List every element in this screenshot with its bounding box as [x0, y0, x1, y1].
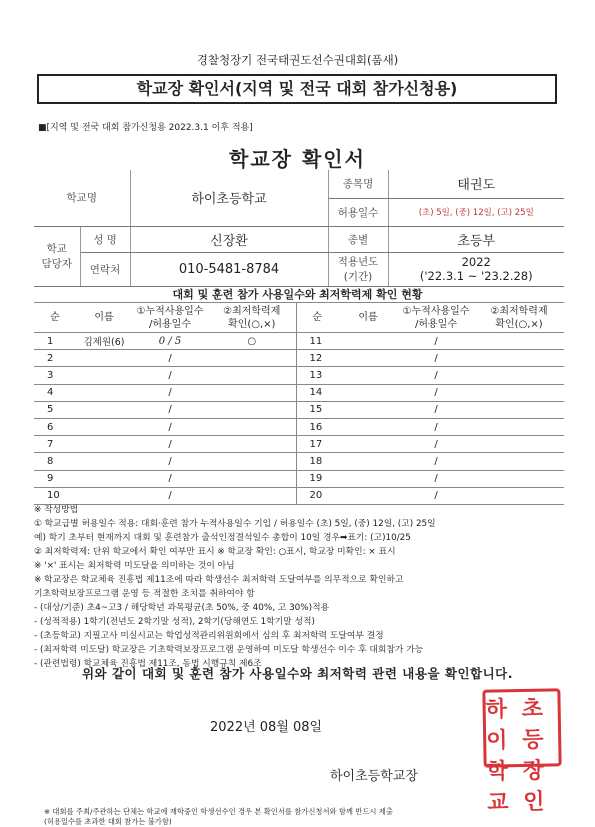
row-days: / — [132, 350, 208, 367]
row-days: / — [398, 436, 474, 453]
info-table — [34, 170, 564, 287]
school-name-label: 학교명 — [34, 170, 130, 226]
contact-label-line1: 학교 — [46, 243, 67, 255]
contact-name-value: 신장환 — [130, 226, 328, 252]
participation-grid — [34, 302, 564, 505]
period-range: ('22.3.1 ~ '23.2.28) — [419, 269, 533, 283]
footnote-line: (허용일수를 초과한 대회 참가는 불가함) — [44, 817, 172, 826]
table-row — [34, 401, 564, 418]
row-name — [338, 453, 398, 470]
col-name-right: 이름 — [338, 303, 398, 333]
table-row — [34, 350, 564, 367]
row-min-check — [208, 470, 296, 487]
col-days-line1: ①누적사용일수 — [136, 305, 204, 317]
row-days: / — [398, 487, 474, 504]
principal-signature-line: 하이초등학교장 — [330, 769, 418, 784]
instruction-line: ※ 학교장은 학교체육 진흥법 제11조에 따라 학생선수 최저학력 도달여부를 의무적으로 확인하고 — [34, 575, 404, 585]
event-label: 종목명 — [328, 170, 388, 198]
row-days: / — [398, 333, 474, 350]
col-min-line2: 확인(○,×) — [228, 318, 276, 330]
row-name — [76, 487, 132, 504]
row-days: / — [398, 418, 474, 435]
col-min-line1: ②최저학력제 — [490, 305, 548, 317]
table-row — [34, 487, 564, 504]
row-number: 6 — [34, 418, 76, 435]
row-days: / — [398, 350, 474, 367]
instructions — [34, 503, 564, 671]
row-name — [338, 470, 398, 487]
period-label-line1: 적용년도 — [337, 256, 379, 268]
footnote — [44, 807, 564, 827]
col-min-line1: ②최저학력제 — [223, 305, 281, 317]
status-section-title: 대회 및 훈련 참가 사용일수와 최저학력제 확인 현황 — [172, 288, 423, 301]
phone-label: 연락처 — [80, 252, 130, 286]
category-label: 종별 — [328, 226, 388, 252]
grid-body — [34, 333, 564, 505]
table-row — [34, 418, 564, 435]
row-number: 2 — [34, 350, 76, 367]
category-value: 초등부 — [388, 226, 564, 252]
row-name — [76, 453, 132, 470]
col-min-line2: 확인(○,×) — [495, 318, 543, 330]
competition-name: 경찰청장기 전국태권도선수권대회(품새) — [196, 53, 399, 67]
page-title: 학교장 확인서 — [229, 147, 366, 171]
instruction-line: - (대상/기준) 초4~고3 / 해당학년 과목평균(초 50%, 중 40%, 고 30%)적용 — [34, 603, 330, 613]
row-days: / — [132, 384, 208, 401]
confirmation-statement: 위와 같이 대회 및 훈련 참가 사용일수와 최저학력 관련 내용을 확인합니다. — [81, 666, 514, 681]
row-number: 8 — [34, 453, 76, 470]
allowed-days-value: (초) 5일, (중) 12일, (고) 25일 — [388, 198, 564, 226]
row-days: / — [132, 418, 208, 435]
row-days: 0 / 5 — [132, 333, 208, 350]
row-name — [338, 487, 398, 504]
row-days: / — [398, 453, 474, 470]
row-days: / — [132, 470, 208, 487]
contact-label-line2: 담당자 — [41, 258, 72, 270]
period-label — [328, 252, 388, 286]
period-year: 2022 — [461, 255, 491, 269]
row-name — [338, 333, 398, 350]
row-min-check — [474, 470, 564, 487]
row-min-check — [208, 384, 296, 401]
row-number: 12 — [296, 350, 338, 367]
row-name — [76, 350, 132, 367]
principal-seal — [482, 688, 561, 816]
row-number: 1 — [34, 333, 76, 350]
instruction-line: ① 학교급별 허용일수 적용: 대회·훈련 참가 누적사용일수 기입 / 허용일수 (초) 5일, (중) 12일, (고) 25일 — [34, 519, 436, 529]
col-no-right: 순 — [296, 303, 338, 333]
col-name-left: 이름 — [76, 303, 132, 333]
name-label: 성 명 — [80, 226, 130, 252]
row-number: 14 — [296, 384, 338, 401]
row-number: 19 — [296, 470, 338, 487]
issue-date: 2022년 08월 08일 — [210, 720, 323, 735]
row-number: 4 — [34, 384, 76, 401]
contact-person-label — [34, 226, 80, 286]
col-days-line2: /허용일수 — [414, 318, 457, 330]
seal-char: 학교 — [486, 758, 509, 816]
instruction-line: 예) 학기 초부터 현재까지 대회 및 훈련참가 출석인정결석일수 총합이 10일 경우➡표기: (고)10/25 — [34, 533, 411, 543]
col-min-right — [474, 303, 564, 333]
seal-char: 초등 — [521, 695, 544, 753]
instruction-line: ② 최저학력제: 단위 학교에서 확인 여부만 표시 ※ 학교장 확인: ○표시, 학교장 미확인: × 표시 — [34, 547, 396, 557]
row-number: 13 — [296, 367, 338, 384]
row-number: 10 — [34, 487, 76, 504]
period-value — [388, 252, 564, 286]
row-days: / — [398, 367, 474, 384]
footnote-line: ※ 대회를 주최/주관하는 단체는 학교에 재학중인 학생선수인 경우 본 확인서를 참가신청서와 함께 반드시 제출 — [44, 807, 393, 816]
instruction-line: ※ 작성방법 — [34, 505, 79, 515]
row-min-check — [474, 350, 564, 367]
instruction-line: 기초학력보장프로그램 운영 등 적절한 조치를 취하여야 함 — [34, 589, 255, 599]
row-number: 18 — [296, 453, 338, 470]
row-min-check — [208, 418, 296, 435]
row-number: 3 — [34, 367, 76, 384]
row-days: / — [132, 436, 208, 453]
row-min-check — [474, 333, 564, 350]
table-row — [34, 436, 564, 453]
col-days-line2: /허용일수 — [148, 318, 191, 330]
row-name — [338, 418, 398, 435]
row-min-check — [474, 401, 564, 418]
period-label-line2: (기간) — [343, 271, 373, 283]
row-name — [76, 401, 132, 418]
row-name — [338, 401, 398, 418]
row-name — [338, 367, 398, 384]
row-name — [76, 436, 132, 453]
instruction-line: - (최저학력 미도달) 학교장은 기초학력보장프로그램 운영하여 미도달 학생선수 이수 후 대회참가 가능 — [34, 645, 424, 655]
row-min-check — [208, 436, 296, 453]
col-days-right — [398, 303, 474, 333]
row-days: / — [132, 487, 208, 504]
seal-char: 장인 — [522, 757, 545, 815]
row-number: 9 — [34, 470, 76, 487]
row-days: / — [132, 401, 208, 418]
row-name — [338, 350, 398, 367]
row-min-check — [474, 384, 564, 401]
row-number: 15 — [296, 401, 338, 418]
row-min-check: ○ — [208, 333, 296, 350]
row-days: / — [398, 384, 474, 401]
phone-value: 010-5481-8784 — [130, 252, 328, 286]
row-min-check — [474, 487, 564, 504]
row-days: / — [132, 453, 208, 470]
table-row — [34, 453, 564, 470]
row-number: 17 — [296, 436, 338, 453]
row-name — [76, 418, 132, 435]
col-days-left — [132, 303, 208, 333]
row-number: 16 — [296, 418, 338, 435]
row-min-check — [474, 453, 564, 470]
row-min-check — [208, 487, 296, 504]
event-value: 태권도 — [388, 170, 564, 198]
row-min-check — [208, 367, 296, 384]
row-days: / — [398, 470, 474, 487]
row-days: / — [398, 401, 474, 418]
school-name-value: 하이초등학교 — [130, 170, 328, 226]
instruction-line: - (관련법령) 학교체육 진흥법 제11조, 동법 시행규칙 제6조 — [34, 659, 262, 669]
row-min-check — [474, 436, 564, 453]
row-number: 5 — [34, 401, 76, 418]
table-row — [34, 333, 564, 350]
row-min-check — [474, 418, 564, 435]
row-min-check — [208, 401, 296, 418]
document-header-title: 학교장 확인서(지역 및 전국 대회 참가신청용) — [37, 74, 557, 104]
instruction-line: - (성적적용) 1학기(전년도 2학기말 성적), 2학기(당해연도 1학기말 성적) — [34, 617, 315, 627]
row-name — [76, 470, 132, 487]
row-number: 11 — [296, 333, 338, 350]
instruction-line: ※ '×' 표시는 최저학력 미도달을 의미하는 것이 아님 — [34, 561, 235, 571]
table-row — [34, 384, 564, 401]
row-days: / — [132, 367, 208, 384]
row-name — [338, 384, 398, 401]
row-min-check — [474, 367, 564, 384]
row-name: 김제원(6) — [76, 333, 132, 350]
col-days-line1: ①누적사용일수 — [402, 305, 470, 317]
row-name — [338, 436, 398, 453]
seal-char: 하이 — [485, 696, 508, 754]
row-number: 20 — [296, 487, 338, 504]
applicability-note: ■[지역 및 전국 대회 참가신청용 2022.3.1 이후 적용] — [38, 123, 253, 133]
row-number: 7 — [34, 436, 76, 453]
col-no-left: 순 — [34, 303, 76, 333]
table-row — [34, 367, 564, 384]
table-row — [34, 470, 564, 487]
col-min-left — [208, 303, 296, 333]
instruction-line: - (초등학교) 지필고사 미실시교는 학업성적관리위원회에서 심의 후 최저학력 도달여부 결정 — [34, 631, 384, 641]
allowed-days-label: 허용일수 — [328, 198, 388, 226]
row-name — [76, 367, 132, 384]
row-min-check — [208, 453, 296, 470]
row-name — [76, 384, 132, 401]
row-min-check — [208, 350, 296, 367]
